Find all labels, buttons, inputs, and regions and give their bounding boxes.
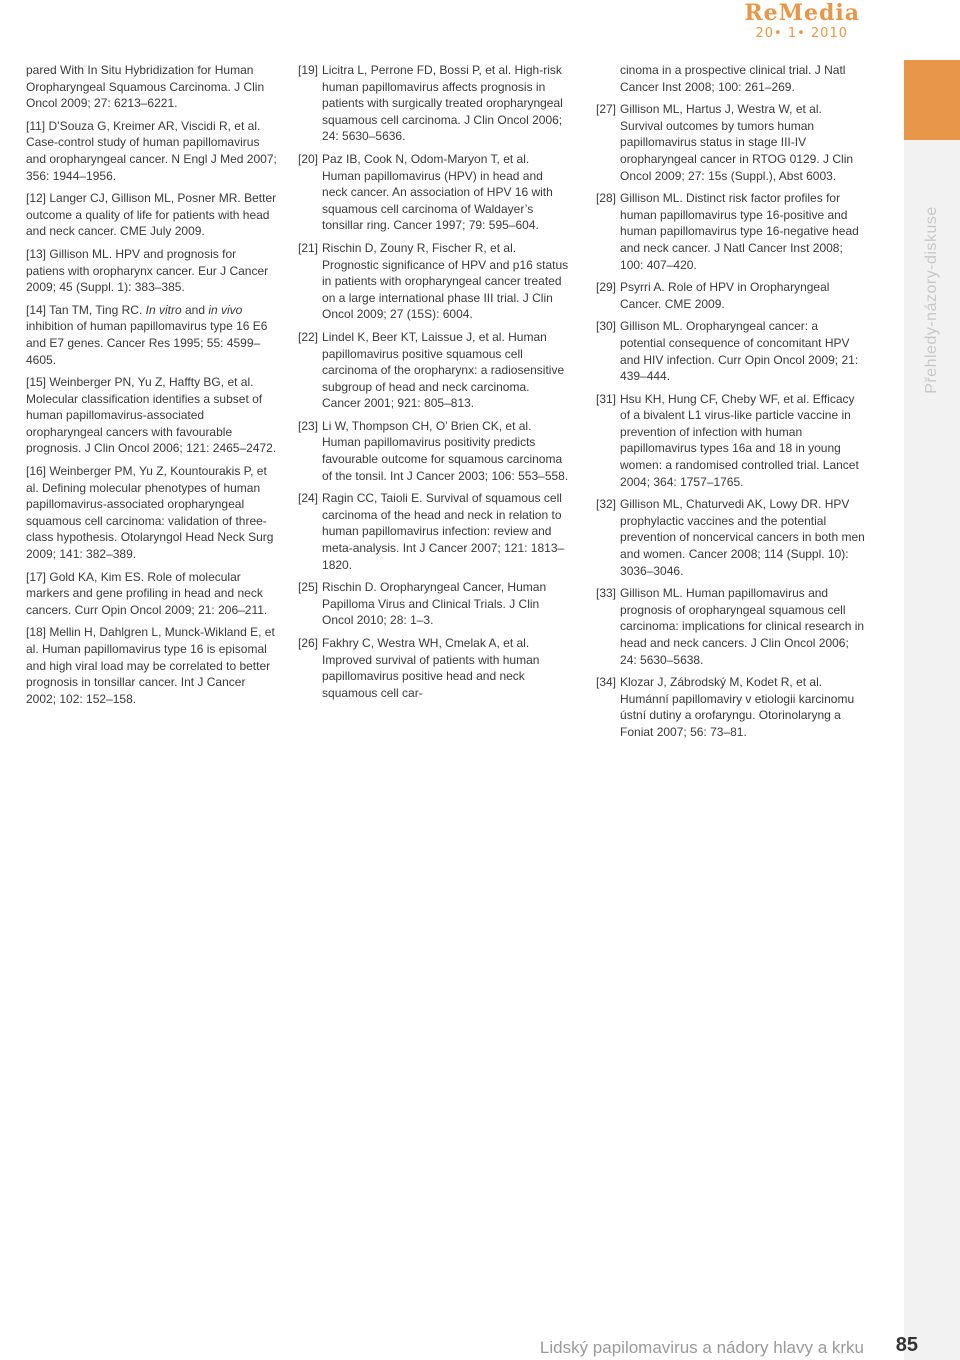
references-column-2 [298, 62, 570, 707]
reference-item: [33] Gillison ML. Human papillomavirus and prognosis of oropharyngeal squamous cell carcinoma: implications for clinical research in head and neck cancers. J Clin Oncol 2006; 24: 5630–5638. [596, 586, 865, 667]
reference-item: [34] Klozar J, Zábrodský M, Kodet R, et al. Humánní papillomaviry v etiologii karcinomu ústní dutiny a orofaryngu. Otorinolaryng a Foniat 2007; 56: 73–81. [596, 675, 855, 739]
references-column-1 [26, 62, 278, 713]
reference-item: [27] Gillison ML, Hartus J, Westra W, et al. Survival outcomes by tumors human papillomavirus status in stage III-IV oropharyngeal cancer in RTOG 0129. J Clin Oncol 2009; 27: 15s (Suppl.), Abst 6003. [596, 102, 854, 183]
reference-item: [20] Paz IB, Cook N, Odom-Maryon T, et al. Human papillomavirus (HPV) in head and neck cancer. An association of HPV 16 with squamous cell carcinoma of Waldayer’s tonsillar ring. Cancer 1997; 79: 595–604. [298, 151, 553, 233]
reference-item: [15] Weinberger PN, Yu Z, Haffty BG, et al. Molecular classification identifies a subset of human papillomavirus-associated oropharyngeal cancers with favourable prognosis. J Clin Oncol 2006; 121: 2465–2472. [26, 375, 277, 456]
page-number: 85 [895, 1334, 918, 1356]
reference-item: [28] Gillison ML. Distinct risk factor profiles for human papillomavirus type 16-positive and human papillomavirus type 16-negative head and neck cancer. J Natl Cancer Inst 2008; 100: 407–420. [596, 191, 859, 272]
reference-item: [11] D’Souza G, Kreimer AR, Viscidi R, et al. Case-control study of human papillomavirus and oropharyngeal cancer. N Engl J Med 2007; 356: 1944–1956. [26, 118, 277, 183]
reference-item: [21] Rischin D, Zouny R, Fischer R, et al. Prognostic significance of HPV and p16 status in patients with oropharyngeal cancer treated on a large international phase III trial. J Clin Oncol 2009; 27 (15S): 6004. [298, 240, 569, 322]
reference-item: [13] Gillison ML. HPV and prognosis for patiens with oropharynx cancer. Eur J Cancer 2009; 45 (Suppl. 1): 383–385. [26, 246, 269, 295]
reference-item: [22] Lindel K, Beer KT, Laissue J, et al. Human papillomavirus positive squamous cell carcinoma of the oropharynx: a radiosensitive subgroup of head and neck carcinoma. Cancer 2001; 921: 805–813. [298, 329, 565, 411]
reference-item: [29] Psyrri A. Role of HPV in Oropharyngeal Cancer. CME 2009. [596, 280, 830, 311]
reference-item: [31] Hsu KH, Hung CF, Cheby WF, et al. Efficacy of a bivalent L1 virus-like particle vaccine in prevention of infection with human papillomavirus types 16a and 18 in young women: a randomised controlled trial. Lancet 2004; 364: 1757–1765. [596, 391, 859, 489]
reference-continuation: cinoma in a prospective clinical trial. J Natl Cancer Inst 2008; 100: 261–269. [620, 63, 846, 94]
reference-item: [25] Rischin D. Oropharyngeal Cancer, Human Papilloma Virus and Clinical Trials. J Clin Oncol 2010; 28: 1–3. [298, 580, 547, 628]
reference-item: [32] Gillison ML, Chaturvedi AK, Lowy DR. HPV prophylactic vaccines and the potential prevention of noncervical cancers in both men and women. Cancer 2008; 114 (Suppl. 10): 3036–3046. [596, 497, 865, 578]
reference-item: [30] Gillison ML. Oropharyngeal cancer: a potential consequence of concomitant HPV and HIV infection. Curr Opin Oncol 2009; 21: 439–444. [596, 319, 859, 384]
section-side-accent [904, 60, 960, 140]
reference-item: [16] Weinberger PM, Yu Z, Kountourakis P, et al. Defining molecular phenotypes of human papillomavirus-associated oropharyngeal squamous cell carcinoma: validation of three-class hypothesis. Otolaryngol Head Neck Surg 2009; 141: 382–389. [26, 464, 274, 562]
references-column-3 [596, 62, 866, 747]
reference-item: [26] Fakhry C, Westra WH, Cmelak A, et al. Improved survival of patients with human papillomavirus positive head and neck squamous cell car- [298, 636, 540, 700]
reference-item: [19] Licitra L, Perrone FD, Bossi P, et al. High-risk human papillomavirus affects prognosis in patients with surgically treated oropharyngeal squamous cell carcinoma. J Clin Oncol 2006; 24: 5630–5636. [298, 63, 563, 144]
section-side-label: Přehledy-názory-diskuse [923, 206, 940, 394]
journal-logo: ReMedia [744, 0, 860, 26]
reference-item: [18] Mellin H, Dahlgren L, Munck-Wikland E, et al. Human papillomavirus type 16 is episomal and high viral load may be correlated to better prognosis in tonsillar cancer. Int J Cancer 2002; 102: 152–158. [26, 625, 275, 706]
reference-item: [12] Langer CJ, Gillison ML, Posner MR. Better outcome a quality of life for patients with head and neck cancer. CME July 2009. [26, 191, 277, 239]
running-footer-title: Lidský papilomavirus a nádory hlavy a krku [539, 1338, 864, 1357]
reference-item: [17] Gold KA, Kim ES. Role of molecular markers and gene profiling in head and neck cancers. Curr Opin Oncol 2009; 21: 206–211. [26, 569, 268, 617]
reference-item: [23] Li W, Thompson CH, O’ Brien CK, et al. Human papillomavirus positivity predicts favourable outcome for squamous carcinoma of the tonsil. Int J Cancer 2003; 106: 553–558. [298, 418, 569, 483]
reference-item: [14] Tan TM, Ting RC. In vitro and in vivo inhibition of human papillomavirus type 16 E6 and E7 genes. Cancer Res 1995; 55: 4599–4605. [26, 302, 268, 367]
issue-number: 20• 1• 2010 [755, 26, 848, 41]
reference-continuation: pared With In Situ Hybridization for Human Oropharyngeal Squamous Carcinoma. J Clin Oncol 2009; 27: 6213–6221. [26, 63, 265, 111]
reference-item: [24] Ragin CC, Taioli E. Survival of squamous cell carcinoma of the head and neck in relation to human papillomavirus infection: review and meta-analysis. Int J Cancer 2007; 121: 1813–1820. [298, 491, 565, 572]
